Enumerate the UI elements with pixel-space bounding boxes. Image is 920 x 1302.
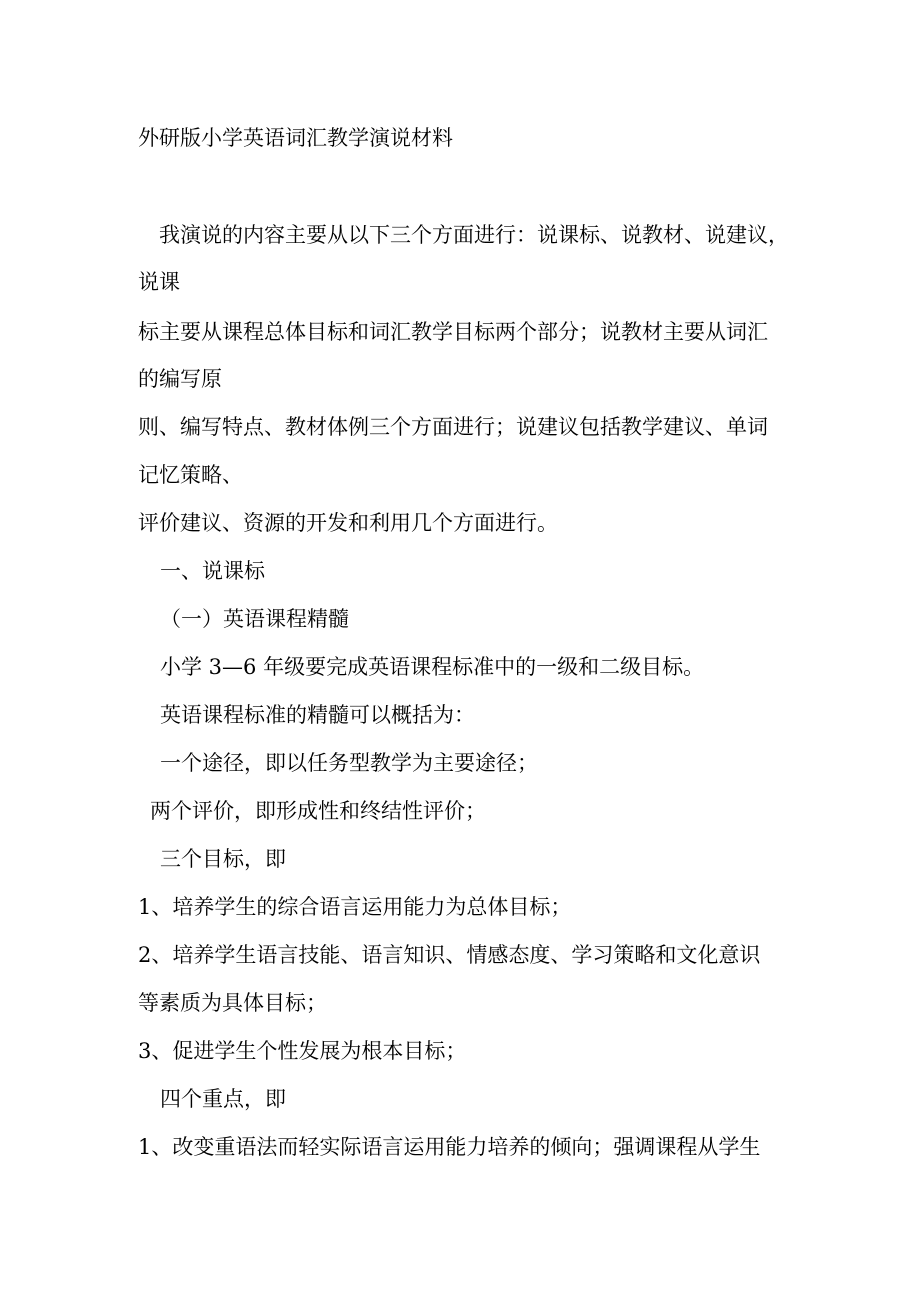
section-heading: 一、说课标 — [160, 559, 265, 583]
paragraph-line: 四个重点，即 — [160, 1087, 286, 1111]
list-item: 2、培养学生语言技能、语言知识、情感态度、学习策略和文化意识 — [138, 943, 761, 967]
paragraph-line: 一个途径，即以任务型教学为主要途径； — [160, 751, 538, 775]
paragraph-line: 则、编写特点、教材体例三个方面进行；说建议包括教学建议、单词 — [138, 415, 768, 439]
subsection-heading: （一）英语课程精髓 — [160, 607, 349, 631]
paragraph-line: 英语课程标准的精髓可以概括为： — [160, 703, 475, 727]
paragraph-line: 两个评价，即形成性和终结性评价； — [150, 799, 486, 823]
paragraph-line: 三个目标，即 — [160, 847, 286, 871]
list-item: 1、培养学生的综合语言运用能力为总体目标； — [138, 895, 572, 919]
paragraph-line: 评价建议、资源的开发和利用几个方面进行。 — [138, 511, 558, 535]
paragraph-line: 我演说的内容主要从以下三个方面进行：说课标、说教材、说建议， — [159, 223, 789, 247]
paragraph-line: 标主要从课程总体目标和词汇教学目标两个部分；说教材主要从词汇 — [138, 320, 768, 344]
paragraph-line: 小学 3—6 年级要完成英语课程标准中的一级和二级目标。 — [160, 655, 705, 679]
list-item: 1、改变重语法而轻实际语言运用能力培养的倾向；强调课程从学生 — [138, 1135, 761, 1159]
paragraph-line: 的编写原 — [138, 367, 222, 391]
document-title: 外研版小学英语词汇教学演说材料 — [138, 126, 453, 150]
paragraph-line: 说课 — [138, 270, 180, 294]
list-item: 3、促进学生个性发展为根本目标； — [138, 1039, 467, 1063]
list-item-continuation: 等素质为具体目标； — [138, 991, 327, 1015]
paragraph-line: 记忆策略、 — [138, 463, 243, 487]
